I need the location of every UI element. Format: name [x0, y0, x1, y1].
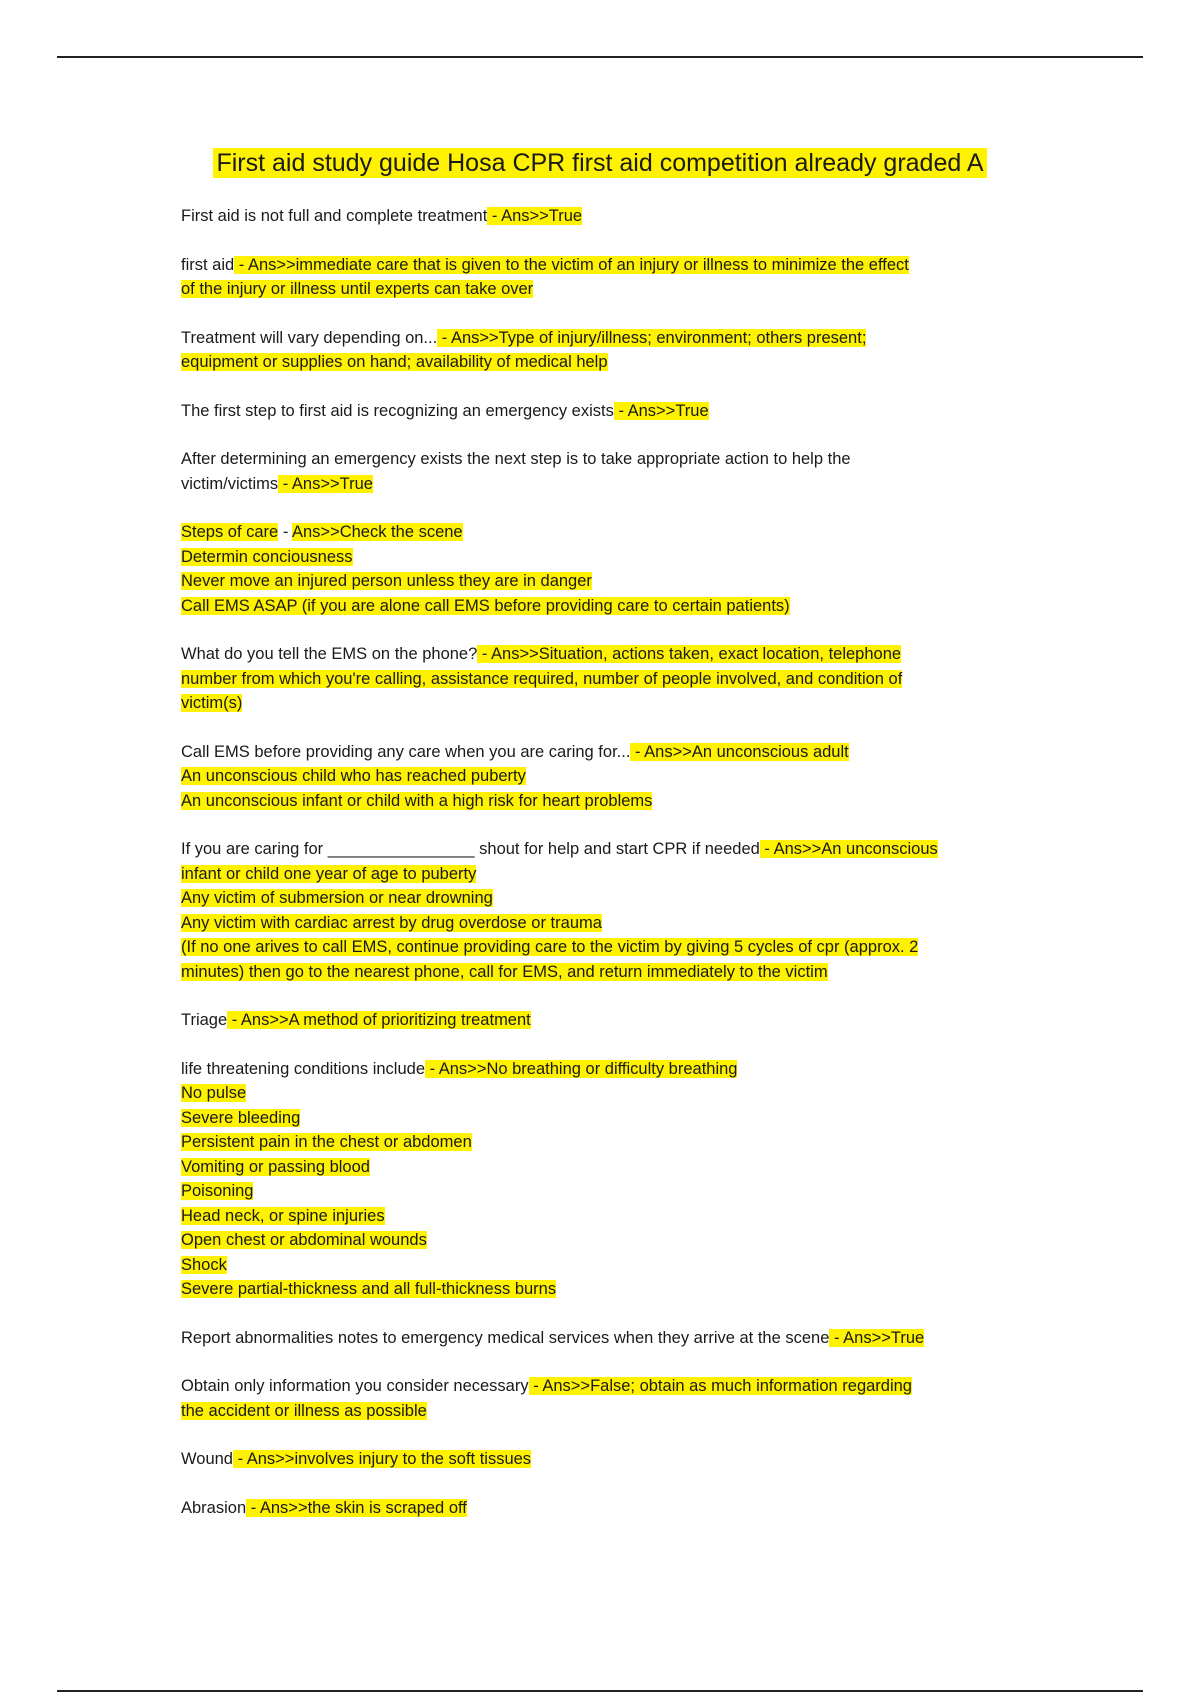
page-title-text: First aid study guide Hosa CPR first aid competition already graded A	[213, 148, 986, 178]
qa-line	[181, 1326, 1021, 1351]
question-text: The first step to first aid is recognizing an emergency exists	[181, 401, 614, 420]
question-text: Wound	[181, 1450, 233, 1468]
answer-text: - Ans>>Type of injury/illness; environment; others present;	[437, 328, 867, 347]
question-text: After determining an emergency exists the next step is to take appropriate action to help the	[181, 450, 851, 468]
qa-line	[181, 447, 1021, 472]
question-text: life threatening conditions include	[181, 1059, 425, 1078]
answer-text: - Ans>>Situation, actions taken, exact location, telephone	[477, 645, 902, 663]
question-text: Abrasion	[181, 1498, 247, 1517]
qa-item	[181, 1496, 1021, 1521]
question-text: victim/victims	[181, 474, 279, 493]
answer-text: Head neck, or spine injuries	[181, 1206, 385, 1225]
qa-line	[181, 667, 1021, 692]
qa-line	[181, 569, 1021, 594]
question-text: If you are caring for ________________ shout for help and start CPR if needed	[181, 840, 760, 858]
qa-item	[181, 399, 1021, 424]
qa-item	[181, 447, 1021, 496]
bottom-rule	[57, 1690, 1143, 1692]
qa-line	[181, 1130, 1021, 1155]
answer-text: Shock	[181, 1255, 227, 1274]
question-text: Obtain only information you consider necessary	[181, 1377, 529, 1395]
answer-text: Call EMS ASAP (if you are alone call EMS before providing care to certain patients)	[181, 596, 790, 615]
answer-text: of the injury or illness until experts can take over	[181, 280, 534, 298]
answer-text: victim(s)	[181, 694, 243, 712]
answer-text: - Ans>>True	[829, 1328, 925, 1347]
answer-text: minutes) then go to the nearest phone, call for EMS, and return immediately to the victim	[181, 962, 828, 981]
answer-text: No pulse	[181, 1084, 247, 1102]
qa-line	[181, 1374, 1021, 1399]
answer-text: equipment or supplies on hand; availability of medical help	[181, 353, 608, 371]
qa-line	[181, 204, 1021, 229]
qa-item	[181, 837, 1021, 984]
qa-item	[181, 520, 1021, 618]
qa-item	[181, 1008, 1021, 1033]
qa-item	[181, 1326, 1021, 1351]
qa-line	[181, 1447, 1021, 1472]
answer-text: Any victim of submersion or near drowning	[181, 889, 493, 907]
qa-line	[181, 764, 1021, 789]
qa-line	[181, 789, 1021, 814]
qa-line	[181, 1496, 1021, 1521]
answer-text: the accident or illness as possible	[181, 1401, 427, 1420]
answer-text: Open chest or abdominal wounds	[181, 1231, 427, 1249]
answer-text: Vomiting or passing blood	[181, 1157, 370, 1176]
separator-text: -	[278, 523, 292, 541]
answer-text: - Ans>>An unconscious adult	[630, 742, 849, 761]
page-title	[0, 146, 1200, 180]
qa-line	[181, 545, 1021, 570]
qa-line	[181, 1253, 1021, 1278]
qa-line	[181, 862, 1021, 887]
qa-item	[181, 326, 1021, 375]
qa-line	[181, 1057, 1021, 1082]
qa-line	[181, 691, 1021, 716]
qa-line	[181, 1106, 1021, 1131]
study-guide-content	[181, 204, 1021, 1544]
answer-text: Any victim with cardiac arrest by drug overdose or trauma	[181, 913, 602, 932]
answer-text: Never move an injured person unless they are in danger	[181, 572, 592, 590]
qa-item	[181, 1374, 1021, 1423]
answer-text: Severe partial-thickness and all full-thickness burns	[181, 1280, 557, 1298]
answer-text: - Ans>>the skin is scraped off	[246, 1498, 467, 1517]
qa-line	[181, 472, 1021, 497]
qa-line	[181, 594, 1021, 619]
qa-item	[181, 204, 1021, 229]
answer-text: Poisoning	[181, 1182, 254, 1200]
answer-text: An unconscious infant or child with a high risk for heart problems	[181, 791, 653, 810]
question-text: first aid	[181, 255, 235, 274]
answer-text: infant or child one year of age to puberty	[181, 864, 477, 883]
answer-text: number from which you're calling, assistance required, number of people involved, and condition of	[181, 669, 903, 688]
answer-text: (If no one arives to call EMS, continue providing care to the victim by giving 5 cycles of cpr (approx. 2	[181, 938, 919, 956]
qa-line	[181, 1228, 1021, 1253]
answer-text: - Ans>>involves injury to the soft tissues	[232, 1450, 532, 1468]
question-text: What do you tell the EMS on the phone?	[181, 645, 478, 663]
qa-line	[181, 935, 1021, 960]
answer-text: - Ans>>False; obtain as much information regarding	[528, 1377, 912, 1395]
answer-text: Persistent pain in the chest or abdomen	[181, 1133, 472, 1151]
qa-line	[181, 837, 1021, 862]
qa-line	[181, 740, 1021, 765]
qa-line	[181, 960, 1021, 985]
qa-line	[181, 642, 1021, 667]
qa-line	[181, 1008, 1021, 1033]
answer-text: Steps of care	[181, 523, 279, 541]
answer-text: - Ans>>No breathing or difficulty breathing	[425, 1059, 738, 1078]
answer-text: Severe bleeding	[181, 1108, 301, 1127]
question-text: Call EMS before providing any care when you are caring for...	[181, 742, 631, 761]
answer-text: - Ans>>True	[487, 207, 583, 225]
qa-line	[181, 520, 1021, 545]
qa-line	[181, 1277, 1021, 1302]
qa-item	[181, 740, 1021, 814]
answer-text: - Ans>>True	[613, 401, 709, 420]
qa-line	[181, 350, 1021, 375]
top-rule	[57, 56, 1143, 58]
answer-text: - Ans>>True	[278, 474, 373, 493]
qa-line	[181, 277, 1021, 302]
qa-item	[181, 1057, 1021, 1302]
question-text: Triage	[181, 1011, 228, 1029]
qa-line	[181, 886, 1021, 911]
question-text: First aid is not full and complete treatment	[181, 207, 488, 225]
question-text: Treatment will vary depending on...	[181, 328, 438, 347]
qa-line	[181, 253, 1021, 278]
qa-line	[181, 911, 1021, 936]
qa-line	[181, 1399, 1021, 1424]
answer-text: Determin conciousness	[181, 547, 353, 566]
qa-item	[181, 642, 1021, 716]
qa-line	[181, 1204, 1021, 1229]
answer-text: - Ans>>immediate care that is given to the victim of an injury or illness to minimize the effect	[234, 255, 909, 274]
answer-text: Ans>>Check the scene	[292, 523, 463, 541]
answer-text: An unconscious child who has reached puberty	[181, 767, 526, 785]
answer-text: - Ans>>A method of prioritizing treatment	[227, 1011, 531, 1029]
qa-line	[181, 1155, 1021, 1180]
question-text: Report abnormalities notes to emergency medical services when they arrive at the scene	[181, 1328, 830, 1347]
answer-text: - Ans>>An unconscious	[759, 840, 938, 858]
qa-item	[181, 1447, 1021, 1472]
qa-item	[181, 253, 1021, 302]
qa-line	[181, 1081, 1021, 1106]
qa-line	[181, 326, 1021, 351]
qa-line	[181, 399, 1021, 424]
qa-line	[181, 1179, 1021, 1204]
